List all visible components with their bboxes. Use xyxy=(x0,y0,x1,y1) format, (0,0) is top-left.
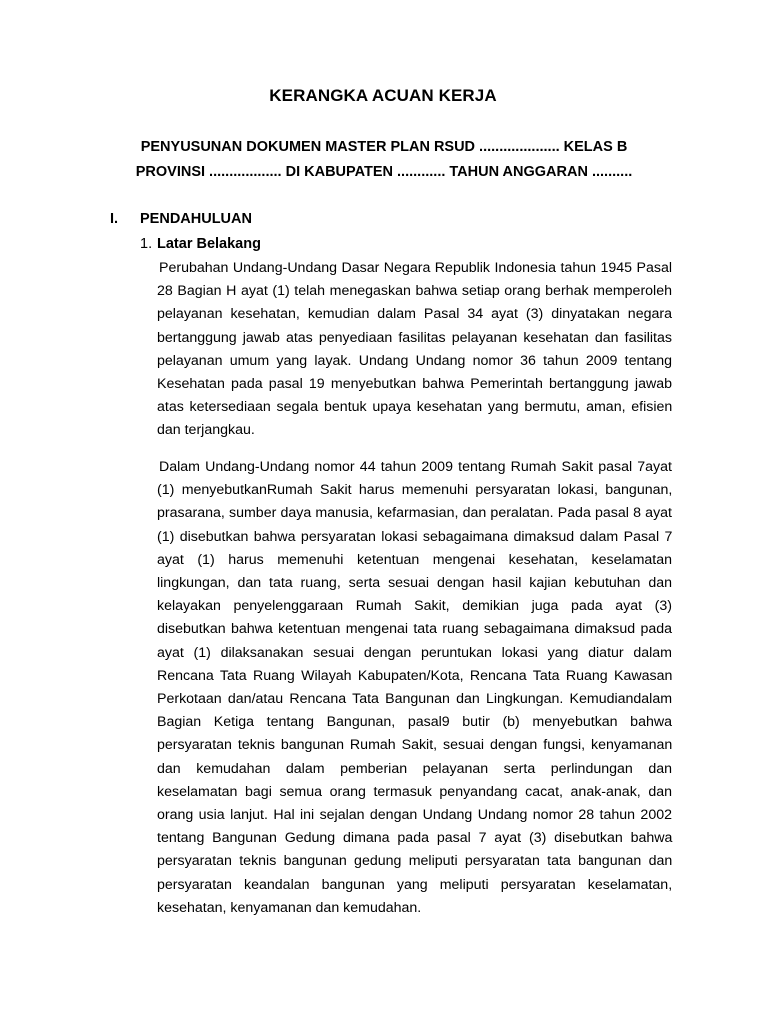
subsection-number: 1. xyxy=(140,236,153,252)
paragraph-line: Rencana Tata Ruang Wilayah Kabupaten/Kota, Rencana Tata Ruang Kawasan xyxy=(157,667,673,684)
paragraph-line: disebutkan bahwa ketentuan mengenai tata ruang sebagaimana dimaksud pada xyxy=(157,621,673,638)
paragraph-line: tentang Bangunan Gedung dimana pada pasal 7 ayat (3) disebutkan bahwa xyxy=(157,830,673,847)
paragraph-line: 28 Bagian H ayat (1) telah menegaskan bahwa setiap orang berhak memperoleh xyxy=(157,283,672,300)
paragraph-line: Kesehatan pada pasal 19 menyebutkan bahwa Pemerintah bertanggung jawab xyxy=(157,376,672,393)
paragraph-line: Perkotaan dan/atau Rencana Tata Bangunan dan Lingkungan. Kemudiandalam xyxy=(157,691,673,708)
paragraph-line: dan kemudahan dalam pemberian pelayanan serta perlindungan dan xyxy=(157,760,672,777)
paragraph-1 xyxy=(157,257,672,443)
paragraph-line: Dalam Undang-Undang nomor 44 tahun 2009 tentang Rumah Sakit pasal 7ayat xyxy=(159,459,672,475)
document-subtitle-line-1: PENYUSUNAN DOKUMEN MASTER PLAN RSUD .................... KELAS B xyxy=(140,139,628,155)
document-subtitle-line-2: PROVINSI .................. DI KABUPATEN ............ TAHUN ANGGARAN .......... xyxy=(135,164,633,180)
paragraph-line: kelayakan penyelenggaraan Rumah Sakit, demikian juga pada ayat (3) xyxy=(157,598,672,615)
paragraph-line: persyaratan keandalan bangunan yang meliputi persyaratan keselamatan, xyxy=(157,876,673,893)
paragraph-line: lingkungan, dan tata ruang, serta sesuai dengan hasil kajian kebutuhan dan xyxy=(157,575,672,592)
paragraph-line: pelayanan kesehatan, kemudian dalam Pasal 34 ayat (3) dinyatakan negara xyxy=(157,306,672,323)
section-number: I. xyxy=(110,211,119,227)
paragraph-2 xyxy=(157,456,672,920)
paragraph-line: kesehatan, kenyamanan dan kemudahan. xyxy=(157,899,422,916)
paragraph-line: ayat (1) harus memenuhi ketentuan mengenai kesehatan, keselamatan xyxy=(157,551,672,568)
paragraph-line: atas ketersediaan segala bentuk upaya kesehatan yang bermutu, aman, efisien xyxy=(157,399,673,416)
paragraph-line: orang usia lanjut. Hal ini sejalan dengan Undang Undang nomor 28 tahun 2002 xyxy=(157,807,672,824)
subsection-title: Latar Belakang xyxy=(157,236,261,252)
paragraph-line: ayat (1) dilaksanakan sesuai dengan peruntukan lokasi yang diatur dalam xyxy=(157,644,672,661)
document-title: KERANGKA ACUAN KERJA xyxy=(269,86,497,105)
paragraph-line: persyaratan teknis bangunan gedung meliputi persyaratan tata bangunan dan xyxy=(157,853,673,870)
paragraph-line: Bagian Ketiga tentang Bangunan, pasal9 butir (b) menyebutkan bahwa xyxy=(157,714,672,731)
paragraph-line: Perubahan Undang-Undang Dasar Negara Republik Indonesia tahun 1945 Pasal xyxy=(159,260,672,276)
paragraph-line: (1) menyebutkanRumah Sakit harus memenuhi persyaratan lokasi, bangunan, xyxy=(157,482,673,499)
paragraph-line: keselamatan bagi semua orang termasuk penyandang cacat, anak-anak, dan xyxy=(157,783,672,800)
paragraph-line: (1) disebutkan bahwa persyaratan lokasi sebagaimana dimaksud dalam Pasal 7 xyxy=(157,528,673,545)
section-title: PENDAHULUAN xyxy=(140,211,252,227)
paragraph-line: dan terjangkau. xyxy=(157,422,255,439)
paragraph-line: bertanggung jawab atas penyediaan fasilitas pelayanan kesehatan dan fasilitas xyxy=(157,329,672,346)
paragraph-line: persyaratan teknis bangunan Rumah Sakit, sesuai dengan fungsi, kenyamanan xyxy=(157,737,673,754)
paragraph-line: prasarana, sumber daya manusia, kefarmasian, dan peralatan. Pada pasal 8 ayat xyxy=(157,505,672,522)
paragraph-line: pelayanan umum yang layak. Undang Undang nomor 36 tahun 2009 tentang xyxy=(157,352,672,369)
